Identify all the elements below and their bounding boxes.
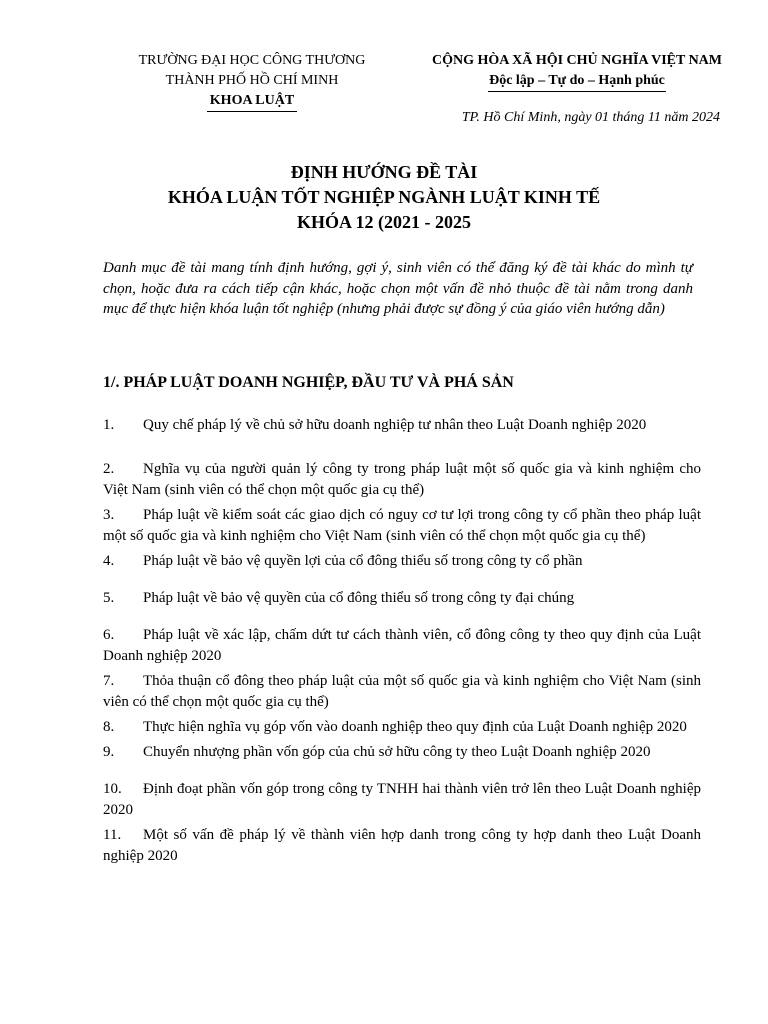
faculty-name: KHOA LUẬT	[209, 93, 295, 108]
motto-underline	[488, 91, 666, 92]
title-line-3: KHÓA 12 (2021 - 2025	[297, 212, 471, 232]
topic-item	[103, 625, 701, 667]
section-heading: 1/. PHÁP LUẬT DOANH NGHIỆP, ĐẦU TƯ VÀ PHÁ SẢN	[103, 374, 514, 391]
topic-text: Pháp luật về kiểm soát các giao dịch có nguy cơ tư lợi trong công ty cổ phần theo pháp luật một số quốc gia và kinh nghiệm cho Việt Nam (sinh viên có thể chọn một quốc gia cụ thể)	[103, 507, 701, 544]
topic-number: 9.	[103, 744, 115, 760]
faculty-underline	[207, 111, 297, 112]
university-name-line2: THÀNH PHỐ HỒ CHÍ MINH	[165, 73, 339, 88]
topic-text: Định đoạt phần vốn góp trong công ty TNHH hai thành viên trở lên theo Luật Doanh nghiệp 2020	[103, 781, 701, 818]
topic-item	[103, 505, 701, 547]
document-title	[60, 160, 708, 235]
topic-text: Chuyển nhượng phần vốn góp của chủ sở hữu công ty theo Luật Doanh nghiệp 2020	[143, 744, 651, 760]
topic-number: 8.	[103, 719, 115, 735]
topic-text: Pháp luật về bảo vệ quyền lợi của cổ đông thiểu số trong công ty cổ phần	[143, 553, 583, 569]
topic-number: 1.	[103, 417, 115, 433]
topic-item	[103, 717, 701, 738]
topic-item	[103, 825, 701, 867]
topic-item	[103, 588, 701, 609]
topic-text: Pháp luật về xác lập, chấm dứt tư cách thành viên, cổ đông công ty theo quy định của Luật Doanh nghiệp 2020	[103, 627, 701, 664]
topic-number: 3.	[103, 507, 115, 523]
topic-item	[103, 415, 701, 436]
topic-text: Một số vấn đề pháp lý về thành viên hợp danh trong công ty hợp danh theo Luật Doanh nghiệp 2020	[103, 827, 701, 864]
date-place-line: TP. Hồ Chí Minh, ngày 01 tháng 11 năm 2024	[461, 110, 720, 125]
topic-item	[103, 551, 701, 572]
title-line-2: KHÓA LUẬN TỐT NGHIỆP NGÀNH LUẬT KINH TẾ	[167, 187, 601, 207]
topic-item	[103, 459, 701, 501]
national-motto: Độc lập – Tự do – Hạnh phúc	[489, 73, 665, 88]
topic-text: Nghĩa vụ của người quản lý công ty trong pháp luật một số quốc gia và kinh nghiệm cho Việt Nam (sinh viên có thể chọn một quốc gia cụ thể)	[103, 461, 701, 498]
topic-number: 6.	[103, 627, 115, 643]
topic-text: Quy chế pháp lý về chủ sở hữu doanh nghiệp tư nhân theo Luật Doanh nghiệp 2020	[143, 417, 647, 433]
university-name-line1: TRƯỜNG ĐẠI HỌC CÔNG THƯƠNG	[138, 53, 366, 68]
topic-text: Thỏa thuận cổ đông theo pháp luật của một số quốc gia và kinh nghiệm cho Việt Nam (sinh viên có thể chọn một quốc gia cụ thể)	[103, 673, 701, 710]
topic-number: 4.	[103, 553, 115, 569]
topic-number: 2.	[103, 461, 115, 477]
topic-item	[103, 779, 701, 821]
national-header	[404, 51, 750, 92]
institution-header	[112, 51, 392, 112]
topic-list	[103, 415, 701, 867]
country-name: CỘNG HÒA XÃ HỘI CHỦ NGHĨA VIỆT NAM	[431, 53, 722, 68]
topic-number: 7.	[103, 673, 115, 689]
topic-item	[103, 671, 701, 713]
topic-text: Thực hiện nghĩa vụ góp vốn vào doanh nghiệp theo quy định của Luật Doanh nghiệp 2020	[143, 719, 687, 735]
topic-item	[103, 742, 701, 763]
title-line-1: ĐỊNH HƯỚNG ĐỀ TÀI	[290, 162, 478, 182]
topic-number: 10.	[103, 781, 122, 797]
topic-number: 5.	[103, 590, 115, 606]
topic-text: Pháp luật về bảo vệ quyền của cổ đông thiểu số trong công ty đại chúng	[143, 590, 575, 606]
intro-paragraph: Danh mục đề tài mang tính định hướng, gợi ý, sinh viên có thể đăng ký đề tài khác do mình tự chọn, hoặc đưa ra cách tiếp cận khác, hoặc chọn một vấn đề nhỏ thuộc đề tài nằm trong danh mục để thực hiện khóa luận tốt nghiệp (nhưng phải được sự đồng ý của giáo viên hướng dẫn)	[103, 260, 693, 317]
topic-number: 11.	[103, 827, 122, 843]
